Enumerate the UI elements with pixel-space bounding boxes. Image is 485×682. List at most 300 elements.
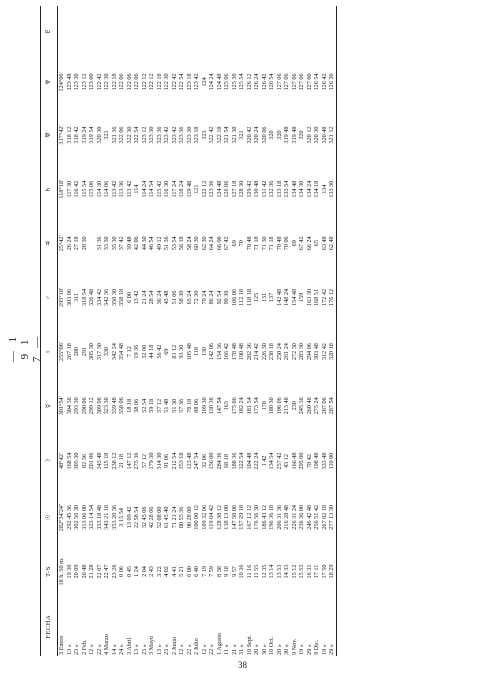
cell-saturn: 115 42 <box>155 180 163 198</box>
cell-mars: 318 54 <box>80 288 88 306</box>
cell-sun: 22 58 54 <box>133 506 140 529</box>
table-row <box>111 6 119 656</box>
cell-mars: 311 <box>73 292 80 302</box>
cell-moon: 188 36 <box>230 452 238 470</box>
table-row <box>148 6 156 656</box>
cell-date: 24 » <box>118 644 125 655</box>
cell-sidereal-time: 22 07 <box>95 564 103 579</box>
cell-mercury: 196 06 <box>275 397 283 415</box>
cell-mars: 51 06 <box>170 290 178 305</box>
cell-sidereal-time: 4 02 <box>163 566 170 577</box>
cell-mars: 163 30 <box>305 288 313 306</box>
cell-uranus: 323 30 <box>185 126 193 144</box>
cell-venus: 317 30 <box>95 343 103 361</box>
cell-neptune: 122 42 <box>170 73 178 91</box>
cell-date: 13 » <box>65 644 73 655</box>
cell-pluto <box>88 6 96 56</box>
cell-venus: 294 06 <box>305 343 313 361</box>
table-row <box>141 6 149 656</box>
table-row <box>163 6 171 656</box>
cell-sun: 32 45 06 <box>140 506 148 529</box>
table-row <box>81 6 89 656</box>
cell-mercury: 182 24 <box>238 397 245 415</box>
cell-uranus: 322 30 <box>125 126 133 144</box>
cell-saturn: 113 42 <box>110 180 118 198</box>
cell-sun: 236 36 00 <box>298 504 305 530</box>
cell-moon: 305 30 <box>73 452 80 470</box>
cell-neptune: 122 06 <box>133 73 140 91</box>
cell-date: 31 » <box>238 644 245 655</box>
cell-date: 22 » <box>208 644 215 655</box>
cell-moon: 166 48 <box>290 452 298 470</box>
cell-mars: 72 30 <box>193 290 200 305</box>
cell-saturn: 134 <box>320 184 328 194</box>
cell-uranus: 320 30 <box>313 126 320 144</box>
cell-pluto <box>118 6 126 56</box>
cell-mercury: 70 18 <box>185 398 193 413</box>
cell-saturn: 116 42 <box>73 180 80 198</box>
cell-uranus: 323 36 <box>155 126 163 144</box>
cell-date: 2 Julio <box>193 638 200 655</box>
table-body <box>58 6 337 656</box>
cell-date: 1 Agosto <box>215 632 223 655</box>
cell-date: 10 Sept. <box>245 634 253 655</box>
column-header-sun-icon: ☉ <box>41 489 58 545</box>
cell-jupiter: 28 30 <box>80 236 88 251</box>
table-row <box>328 6 336 656</box>
cell-sidereal-time: 18 h. 50 m. <box>58 557 65 586</box>
cell-uranus: 320 12 <box>305 126 313 144</box>
cell-uranus: 323 30 <box>148 126 155 144</box>
cell-date: 21 » <box>230 644 238 655</box>
cell-sidereal-time: 8 38 <box>215 566 223 577</box>
cell-mars: 86 24 <box>208 290 215 305</box>
cell-pluto <box>163 6 171 56</box>
cell-venus: 250 24 <box>275 343 283 361</box>
table-row <box>321 6 329 656</box>
cell-jupiter: 44 30 <box>140 236 148 251</box>
cell-pluto <box>223 6 231 56</box>
cell-pluto <box>246 6 254 56</box>
cell-neptune: 123 48 <box>65 73 73 91</box>
cell-mercury: 52 54 <box>140 398 148 413</box>
cell-jupiter: 70 06 <box>283 236 290 251</box>
cell-moon: 257 42 <box>275 452 283 470</box>
cell-mercury: 57 36 <box>178 398 185 413</box>
cell-mercury: 299 12 <box>88 397 95 415</box>
cell-sun: 3 15 54 <box>118 508 125 527</box>
cell-sun: 353 20 36 <box>110 504 118 530</box>
cell-mars: 36 24 <box>155 290 163 305</box>
cell-sidereal-time: 16 31 <box>305 564 313 579</box>
cell-mercury: 290 06 <box>80 397 88 415</box>
cell-uranus: 319 54 <box>88 126 95 144</box>
column-header-sidereal-time: T-S <box>41 546 58 598</box>
cell-moon: 168 54 <box>65 452 73 470</box>
cell-pluto <box>133 6 141 56</box>
cell-date: 20 » <box>253 644 260 655</box>
cell-saturn: 133 30 <box>328 162 336 216</box>
cell-sidereal-time: 4 41 <box>170 566 178 577</box>
cell-sidereal-time: 20 09 <box>73 564 80 579</box>
cell-date: 20 » <box>275 644 283 655</box>
cell-date: 12 » <box>88 644 95 655</box>
table-row <box>261 6 269 656</box>
cell-mars: 148 24 <box>283 288 290 306</box>
page-title: — 1 9 1 7 — <box>7 333 43 363</box>
cell-sun: 196 36 18 <box>268 504 275 530</box>
cell-mercury: 358 06 <box>118 397 125 415</box>
cell-mars: 99 30 <box>223 290 230 305</box>
cell-sidereal-time: 10 36 <box>238 564 245 579</box>
cell-date: 9 Nov. <box>290 638 298 655</box>
cell-saturn: 113 42 <box>125 180 133 198</box>
cell-uranus: 321 <box>103 130 110 140</box>
cell-pluto <box>156 6 164 56</box>
table-row <box>283 6 291 656</box>
cell-date: 12 » <box>178 644 185 655</box>
cell-sidereal-time: 23 26 <box>110 564 118 579</box>
cell-moon: 333 48 <box>320 452 328 470</box>
cell-date: 29 » <box>305 644 313 655</box>
cell-sidereal-time: 2 04 <box>140 566 148 577</box>
cell-date: 3 Mayo <box>148 635 155 655</box>
cell-moon: 295 00 <box>298 452 305 470</box>
cell-venus: 69 <box>163 348 170 355</box>
cell-sidereal-time: 17 11 <box>313 564 320 579</box>
cell-sun: 277 13 30 <box>328 489 336 545</box>
cell-saturn: 115 06 <box>88 180 95 198</box>
cell-venus: 166 42 <box>223 343 230 361</box>
cell-moon: 156 00 <box>208 452 215 470</box>
cell-jupiter: 27 18 <box>73 236 80 251</box>
cell-sun: 147 50 06 <box>230 504 238 530</box>
cell-neptune: 122 18 <box>110 73 118 91</box>
cell-sidereal-time: 22 47 <box>103 564 110 579</box>
cell-mars: 342 36 <box>103 288 110 306</box>
cell-jupiter: 69 <box>230 240 238 247</box>
cell-mars: 125 <box>253 292 260 303</box>
cell-moon: 198 48 <box>313 452 320 470</box>
cell-sidereal-time: 21 28 <box>88 564 95 579</box>
table-row <box>156 6 164 656</box>
cell-mars: 326 48 <box>88 288 95 306</box>
cell-pluto <box>193 6 201 56</box>
cell-neptune: 127 06 <box>283 73 290 91</box>
cell-pluto <box>201 6 209 56</box>
cell-venus: 56 42 <box>155 344 163 359</box>
cell-pluto <box>103 6 111 56</box>
table-row <box>291 6 299 656</box>
cell-mercury: 170 <box>260 401 268 411</box>
cell-neptune: 126 54 <box>313 73 320 91</box>
cell-mars: 79 24 <box>200 290 208 305</box>
cell-saturn: 131 42 <box>260 180 268 198</box>
cell-jupiter: 70 <box>238 240 245 247</box>
ephemeris-table <box>40 6 337 656</box>
cell-jupiter: 39 48 <box>125 236 133 251</box>
cell-jupiter: 62 48 <box>328 216 336 270</box>
cell-mars: 43 48 <box>163 290 170 305</box>
cell-mercury: 304 36 <box>65 397 73 415</box>
table-row <box>216 6 224 656</box>
cell-moon: 68 18 <box>223 454 230 468</box>
cell-pluto <box>58 6 66 56</box>
cell-uranus: 322 18 <box>215 126 223 144</box>
cell-saturn: 117 24 <box>170 180 178 198</box>
cell-sidereal-time: 7 59 <box>208 566 215 577</box>
cell-date: 3 Abril <box>125 637 133 655</box>
cell-venus: 354 48 <box>118 343 125 361</box>
cell-pluto <box>306 6 314 56</box>
cell-mars: 159 <box>298 292 305 303</box>
cell-sun: 267 02 18 <box>320 504 328 530</box>
cell-sun: 100 00 12 <box>193 504 200 530</box>
cell-neptune: 125 06 <box>223 73 230 91</box>
table-row <box>73 6 81 656</box>
cell-sun: 333 18 48 <box>95 504 103 530</box>
cell-uranus: 320 48 <box>320 126 328 144</box>
cell-uranus: 322 06 <box>118 126 125 144</box>
cell-mercury: 147 54 <box>215 397 223 415</box>
cell-pluto <box>96 6 104 56</box>
cell-neptune: 124°06' <box>58 72 65 92</box>
cell-sun: 52 08 00 <box>155 506 163 529</box>
table-row <box>253 6 261 656</box>
cell-pluto <box>328 6 336 56</box>
cell-neptune: 126 24 <box>253 73 260 91</box>
cell-moon: 247 54 <box>193 452 200 470</box>
cell-date: 2 Junio <box>170 636 178 655</box>
cell-neptune: 122 12 <box>148 73 155 91</box>
cell-moon: 91 06 <box>163 454 170 468</box>
cell-neptune: 123 18 <box>185 73 193 91</box>
cell-neptune: 127 06 <box>290 73 298 91</box>
cell-uranus: 320 <box>268 130 275 140</box>
cell-mercury: 163 <box>223 401 230 411</box>
cell-mercury: 275 24 <box>313 397 320 415</box>
cell-jupiter: 42 06 <box>133 236 140 251</box>
cell-neptune: 127 06 <box>298 73 305 91</box>
table-row <box>103 6 111 656</box>
cell-sun: 42 28 06 <box>148 506 155 529</box>
cell-neptune: 126 42 <box>320 73 328 91</box>
ephemeris-page <box>40 6 485 656</box>
cell-pluto <box>141 6 149 56</box>
cell-sun: 176 56 30 <box>253 504 260 530</box>
cell-jupiter: 66 00 <box>215 236 223 251</box>
cell-sun: 206 31 36 <box>275 504 283 530</box>
cell-sun: 292 45 36 <box>65 504 73 530</box>
cell-date: 10 Oct. <box>268 636 275 655</box>
cell-mars: 118 18 <box>245 289 253 306</box>
cell-sidereal-time: 13 53 <box>275 564 283 579</box>
cell-jupiter: 31 36 <box>95 236 103 251</box>
cell-saturn: 132 36 <box>268 180 275 198</box>
cell-mars: 6 00 <box>125 292 133 303</box>
cell-mars: 350 30 <box>110 288 118 306</box>
cell-sun: 109 32 06 <box>200 504 208 530</box>
column-header-mercury-icon: ☿ <box>41 379 58 433</box>
cell-saturn: 115 54 <box>80 180 88 198</box>
cell-date: 13 » <box>133 644 140 655</box>
cell-venus: 178 48 <box>230 343 238 361</box>
cell-saturn: 118 24 <box>178 180 185 198</box>
cell-venus: 272 30 <box>290 343 298 361</box>
cell-neptune: 124 24 <box>208 73 215 91</box>
cell-uranus: 323 18 <box>193 126 200 144</box>
cell-venus: 238 18 <box>268 343 275 361</box>
cell-venus: 312 42 <box>320 343 328 361</box>
cell-pluto <box>321 6 329 56</box>
cell-venus: 118 <box>193 347 200 357</box>
cell-pluto <box>208 6 216 56</box>
cell-pluto <box>73 6 81 56</box>
cell-moon: 104 48 <box>245 452 253 470</box>
cell-saturn: 134 30 <box>298 180 305 198</box>
cell-moon: 110 00 <box>328 433 336 489</box>
cell-uranus: 320 24 <box>253 126 260 144</box>
cell-jupiter: 63 48 <box>320 236 328 251</box>
cell-mercury: 57 12 <box>155 398 163 413</box>
cell-sun: 282°34'24" <box>58 503 65 532</box>
column-header-uranus-icon: ♅ <box>41 108 58 162</box>
cell-neptune: 125 30 <box>230 73 238 91</box>
cell-sun: 302 56 30 <box>73 504 80 530</box>
cell-sidereal-time: 18 29 <box>328 546 336 598</box>
cell-saturn: 127 18 <box>230 180 238 198</box>
cell-sidereal-time: 5 21 <box>178 566 185 577</box>
cell-pluto <box>81 6 89 56</box>
cell-saturn: 133 54 <box>283 180 290 198</box>
cell-venus: 303 48 <box>313 343 320 361</box>
cell-mercury: 18 18 <box>125 398 133 413</box>
table-row <box>238 6 246 656</box>
cell-moon: 1 42 <box>260 455 268 467</box>
cell-jupiter: 25°42' <box>58 235 65 252</box>
cell-pluto <box>283 6 291 56</box>
cell-uranus: 323 42 <box>170 126 178 144</box>
cell-moon: 57 12 <box>140 454 148 468</box>
cell-neptune: 126 30 <box>328 56 336 108</box>
cell-mars: 112 18 <box>238 289 245 306</box>
cell-uranus: 319 48 <box>283 126 290 144</box>
cell-saturn: 114 06 <box>103 180 110 198</box>
cell-mercury: 213 48 <box>283 397 290 415</box>
cell-pluto <box>171 6 179 56</box>
cell-venus: 214 42 <box>253 343 260 361</box>
cell-jupiter: 26 24 <box>65 236 73 251</box>
cell-neptune: 123 12 <box>80 73 88 91</box>
cell-saturn: 134 24 <box>305 180 313 198</box>
cell-sidereal-time: 1 24 <box>133 566 140 577</box>
cell-moon: 322 54 <box>238 452 245 470</box>
cell-neptune: 122 06 <box>125 73 133 91</box>
table-row <box>306 6 314 656</box>
cell-mars: 358 18 <box>118 288 125 306</box>
cell-uranus: 320 06 <box>260 126 268 144</box>
cell-jupiter: 67 42 <box>298 236 305 251</box>
cell-jupiter: 58 24 <box>185 236 193 251</box>
cell-pluto <box>216 6 224 56</box>
cell-date: 29 » <box>328 598 336 657</box>
cell-venus: 190 48 <box>238 343 245 361</box>
cell-venus: 280 <box>73 346 80 357</box>
cell-saturn: 114 <box>133 184 140 194</box>
cell-moon: 123 48 <box>185 452 193 470</box>
cell-date: 23 » <box>140 644 148 655</box>
cell-venus: 305 30 <box>88 343 95 361</box>
cell-moon: 179 30 <box>148 452 155 470</box>
cell-date: 12 » <box>200 644 208 655</box>
table-row <box>231 6 239 656</box>
table-row <box>118 6 126 656</box>
cell-mars: 13 42 <box>133 290 140 305</box>
cell-mercury: 173 54 <box>253 397 260 415</box>
cell-saturn: 113 36 <box>118 180 125 198</box>
table-row <box>66 6 74 656</box>
cell-saturn: 123 36 <box>208 180 215 198</box>
cell-saturn: 117 30 <box>65 180 73 198</box>
cell-moon: 222 24 <box>253 452 260 470</box>
cell-saturn: 130 48 <box>253 180 260 198</box>
cell-jupiter: 60 30 <box>193 236 200 251</box>
cell-neptune: 123 00 <box>88 73 95 91</box>
cell-mars: 176 12 <box>328 270 336 324</box>
table-row <box>171 6 179 656</box>
cell-sun: 80 55 36 <box>178 506 185 529</box>
cell-pluto <box>111 6 119 56</box>
cell-saturn: 114 24 <box>140 180 148 198</box>
cell-moon: 147 12 <box>125 452 133 470</box>
cell-jupiter: 71 30 <box>260 236 268 251</box>
cell-moon: 82 36 <box>80 454 88 468</box>
cell-uranus: 323 42 <box>163 126 170 144</box>
cell-sidereal-time: 9 18 <box>223 566 230 577</box>
cell-jupiter: 53 54 <box>170 236 178 251</box>
cell-moon: 48°42' <box>58 453 65 469</box>
cell-date: 9 Dic. <box>313 639 320 655</box>
cell-uranus: 320 30 <box>95 126 103 144</box>
cell-pluto <box>186 6 194 56</box>
cell-jupiter: 71 18 <box>253 236 260 251</box>
cell-mercury: 88 06 <box>193 398 200 413</box>
cell-sun: 71 21 24 <box>170 506 178 529</box>
cell-mars: 106 06 <box>230 288 238 306</box>
cell-sidereal-time: 19 30 <box>65 564 73 579</box>
cell-venus: 130 <box>200 346 208 357</box>
cell-sidereal-time: 12 35 <box>260 564 268 579</box>
cell-venus: 320 18 <box>328 325 336 379</box>
cell-neptune: 122 06 <box>118 73 125 91</box>
cell-jupiter: 33 30 <box>103 236 110 251</box>
cell-saturn: 128 30 <box>238 180 245 198</box>
cell-mercury: 130 36 <box>208 397 215 415</box>
cell-moon: 32 06 <box>200 454 208 468</box>
cell-date: 23 » <box>73 644 80 655</box>
cell-moon: 238 12 <box>110 452 118 470</box>
cell-jupiter: 69 <box>290 240 298 247</box>
cell-sun: 90 28 00 <box>185 506 193 529</box>
table-row <box>88 6 96 656</box>
cell-pluto <box>253 6 261 56</box>
cell-pluto <box>261 6 269 56</box>
table-row <box>58 6 66 656</box>
cell-mars: 92 54 <box>215 290 223 305</box>
cell-uranus: 321 12 <box>328 108 336 162</box>
cell-sidereal-time: 15 12 <box>290 564 298 579</box>
cell-pluto <box>126 6 134 56</box>
